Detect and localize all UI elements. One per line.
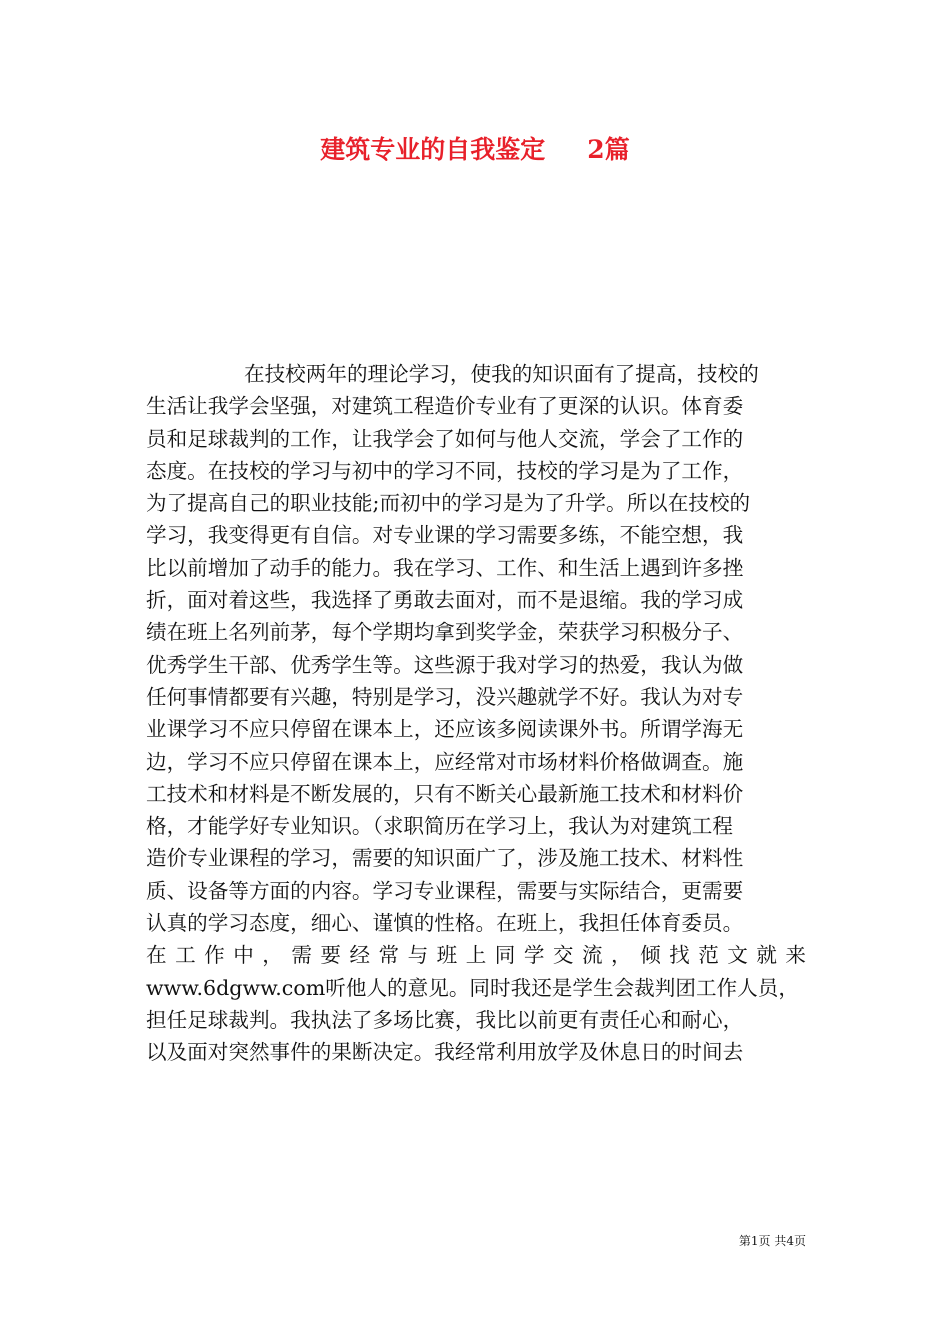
page-number: 第1页 共4页 <box>738 1234 806 1248</box>
paragraph-line: 绩在班上名列前茅，每个学期均拿到奖学金，荣获学习积极分子、 <box>146 620 744 645</box>
paragraph-line: 优秀学生干部、优秀学生等。这些源于我对学习的热爱，我认为做 <box>146 652 744 677</box>
paragraph-line: 认真的学习态度，细心、谨慎的性格。在班上，我担任体育委员。 <box>146 911 744 936</box>
paragraph-line: 在工作中，需要经常与班上同学交流，倾找范文就来 <box>146 943 806 968</box>
paragraph-line: 在技校两年的理论学习，使我的知识面有了提高，技校的 <box>244 362 759 386</box>
paragraph-line: 造价专业课程的学习，需要的知识面广了，涉及施工技术、材料性 <box>146 846 744 871</box>
paragraph-line: 比以前增加了动手的能力。我在学习、工作、和生活上遇到许多挫 <box>146 555 744 580</box>
paragraph-line: 担任足球裁判。我执法了多场比赛，我比以前更有责任心和耐心， <box>146 1007 744 1032</box>
paragraph-line: 格，才能学好专业知识。（求职简历在学习上，我认为对建筑工程 <box>146 814 733 839</box>
paragraph-line: www.6dgww.com听他人的意见。同时我还是学生会裁判团工作人员， <box>146 975 799 1000</box>
title-suffix: 2篇 <box>587 135 630 164</box>
paragraph-line: 生活让我学会坚强，对建筑工程造价专业有了更深的认识。体育委 <box>146 394 744 419</box>
paragraph-line: 学习，我变得更有自信。对专业课的学习需要多练，不能空想，我 <box>146 523 744 548</box>
paragraph-line: 工技术和材料是不断发展的，只有不断关心最新施工技术和材料价 <box>146 781 744 806</box>
document-title <box>0 132 950 168</box>
paragraph-line: 质、设备等方面的内容。学习专业课程，需要与实际结合，更需要 <box>146 878 744 903</box>
paragraph-line: 边，学习不应只停留在课本上，应经常对市场材料价格做调查。施 <box>146 749 744 774</box>
paragraph-line: 态度。在技校的学习与初中的学习不同，技校的学习是为了工作， <box>146 458 744 483</box>
paragraph-line: 业课学习不应只停留在课本上，还应该多阅读课外书。所谓学海无 <box>146 717 744 742</box>
paragraph-line: 任何事情都要有兴趣，特别是学习，没兴趣就学不好。我认为对专 <box>146 684 744 709</box>
paragraph-line: 员和足球裁判的工作，让我学会了如何与他人交流，学会了工作的 <box>146 426 744 451</box>
paragraph-line: 以及面对突然事件的果断决定。我经常利用放学及休息日的时间去 <box>146 1040 744 1065</box>
document-body <box>146 358 806 1069</box>
title-text: 建筑专业的自我鉴定 <box>320 135 546 164</box>
paragraph-line: 折，面对着这些，我选择了勇敢去面对，而不是退缩。我的学习成 <box>146 588 744 613</box>
paragraph-line: 为了提高自己的职业技能;而初中的学习是为了升学。所以在技校的 <box>146 491 751 516</box>
